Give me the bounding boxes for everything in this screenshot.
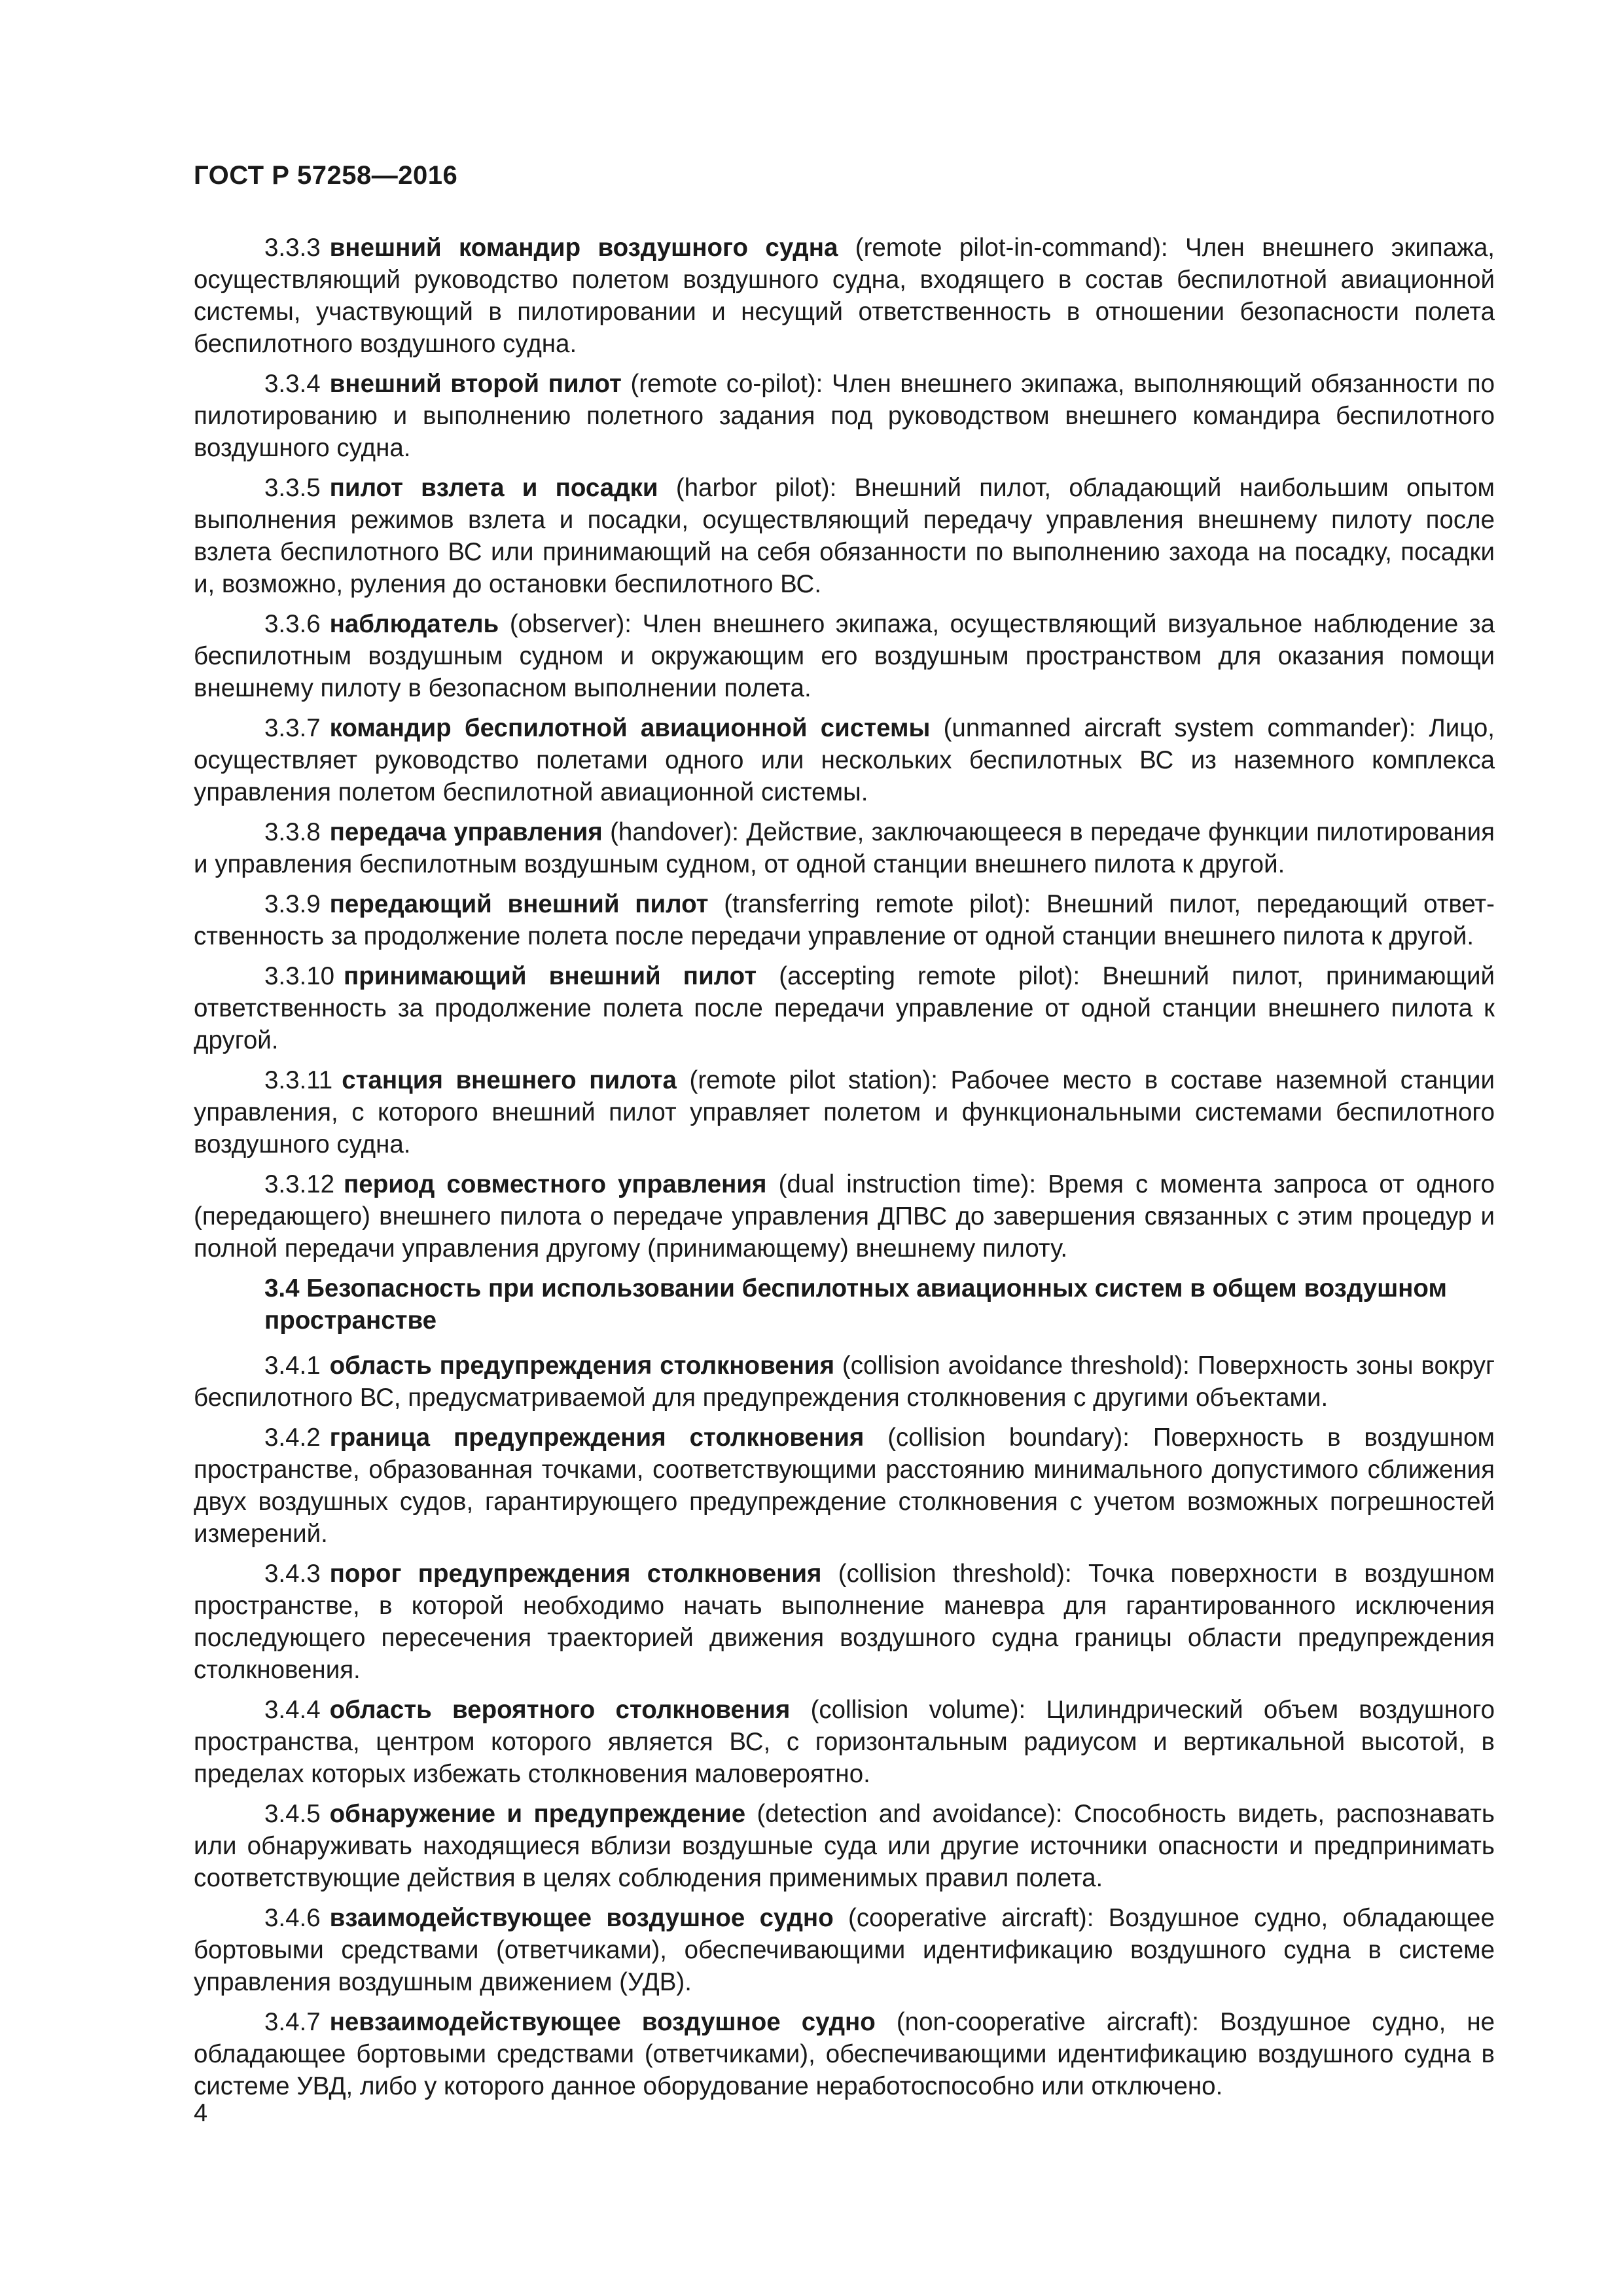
definition-text: (collision volume): Цилиндрический объем воздушного пространства, центром которого является ВС, с горизонтальным радиусом и вертикальной высотой, в пределах которых избежать столкновения маловероятно. (194, 1696, 1495, 1788)
term-title: обнаружение и предупреждение (329, 1800, 746, 1828)
definition-text: (collision boundary): Поверхность в воздушном пространстве, образованная точками, соответствующими расстоянию минимального допустимого сближения двух воздушных судов, гарантирующего предупреждение столкновения с учетом возможных погрешностей измерений. (194, 1424, 1495, 1548)
definition-paragraph (194, 888, 1495, 952)
clause-number: 3.4.1 (264, 1352, 321, 1380)
definition-text: (collision threshold): Точка поверхности в воздушном пространстве, в которой необходимо начать выполнение маневра для гарантированного исключения последующего пересечения траекторией движения воздушного судна границы области предупреждения столкновения. (194, 1560, 1495, 1684)
term-title: период совместного управления (344, 1170, 767, 1198)
definition-paragraph (194, 232, 1495, 360)
definition-paragraph (194, 1558, 1495, 1686)
clause-number: 3.3.5 (264, 474, 321, 502)
clause-number: 3.3.11 (264, 1066, 333, 1094)
clause-number: 3.4.7 (264, 2008, 321, 2036)
definition-text: (dual instruction time): Время с момента запроса от одного (передающего) внешнего пилота о передаче управления ДПВС до завершения связанных с этим процедур и полной передачи управления другому (принимающему) внешнему пилоту. (194, 1170, 1495, 1263)
section-heading: 3.4 Безопасность при использовании беспилотных авиационных систем в общем воздушном пространстве (264, 1274, 1447, 1335)
definition-paragraph (194, 1064, 1495, 1160)
definition-paragraph (194, 816, 1495, 880)
term-title: передача управления (329, 818, 603, 846)
definition-text: (observer): Член внешнего экипажа, осуществляющий визуальное наблюдение за беспилотным воздушным судном и окружающим его воздушным пространством для оказания помощи внешнему пилоту в безопасном выполнении полета. (194, 610, 1495, 702)
clause-number: 3.4.6 (264, 1904, 321, 1932)
definition-text: (detection and avoidance): Способность видеть, распознавать или обнаруживать находящиеся вблизи воздушные суда или другие источники опасности и предпринимать соответствующие действия в целях соблюдения применимых правил полета. (194, 1800, 1495, 1892)
term-title: внешний второй пилот (329, 370, 622, 398)
document-body (194, 232, 1495, 2110)
definition-text: (cooperative aircraft): Воздушное судно, обладающее бортовыми средствами (ответчиками), обеспечивающими идентификацию воздушного судна в системе управления воздушным движением (УДВ). (194, 1904, 1495, 1996)
term-title: наблюдатель (329, 610, 499, 638)
definition-paragraph (194, 608, 1495, 704)
clause-number: 3.3.4 (264, 370, 321, 398)
term-title: командир беспилотной авиационной системы (329, 714, 931, 742)
definition-paragraph (194, 1350, 1495, 1414)
definition-paragraph (194, 368, 1495, 464)
definition-paragraph (194, 1798, 1495, 1894)
definition-text: (collision avoidance threshold): Поверхность зоны вокруг беспилотного ВС, предусматриваемой для предупреждения столкновения с другими объектами. (194, 1352, 1495, 1412)
definition-paragraph (194, 712, 1495, 808)
clause-number: 3.3.9 (264, 890, 321, 918)
definition-text: (transferring remote pilot): Внешний пилот, передающий ответственность за продолжение полета после передачи управление от одной станции внешнего пилота к другой. (194, 890, 1495, 950)
definition-text: (accepting remote pilot): Внешний пилот, принимающий ответственность за продолжение полета после передачи управление от одной станции внешнего пилота к другой. (194, 962, 1495, 1054)
definition-text: (harbor pilot): Внешний пилот, обладающий наибольшим опытом выполнения режимов взлета и посадки, осуществляющий передачу управления внешнему пилоту после взлета беспилотного ВС или принимающий на себя обязанности по выполнению захода на посадку, посадки и, возможно, руления до остановки беспилотного ВС. (194, 474, 1495, 598)
term-title: порог предупреждения столкновения (329, 1560, 822, 1588)
definition-text: (remote pilot-in-command): Член внешнего экипажа, осуществляющий руководство полетом воздушного судна, входящего в состав беспилотной авиационной системы, участвующий в пилотировании и несущий ответственность в отношении безопасности полета беспилотного воздушного судна. (194, 234, 1495, 358)
clause-number: 3.3.7 (264, 714, 321, 742)
definition-paragraph (194, 1168, 1495, 1265)
definition-paragraph (194, 472, 1495, 600)
term-title: внешний командир воздушного судна (329, 234, 838, 262)
term-title: станция внешнего пилота (342, 1066, 677, 1094)
term-title: область вероятного столкновения (329, 1696, 791, 1724)
definition-paragraph (194, 1694, 1495, 1790)
definition-text: (remote pilot station): Рабочее место в составе наземной станции управления, с которого внешний пилот управляет полетом и функциональными системами беспилотного воздушного судна. (194, 1066, 1495, 1158)
definition-paragraph (194, 1422, 1495, 1550)
clause-number: 3.3.3 (264, 234, 321, 262)
definition-text: (remote co-pilot): Член внешнего экипажа, выполняющий обязанности по пилотированию и выполнению полетного задания под руководством внешнего командира беспилотного воздушного судна. (194, 370, 1495, 462)
clause-number: 3.4.3 (264, 1560, 321, 1588)
standard-header: ГОСТ Р 57258—2016 (194, 161, 458, 190)
clause-number: 3.3.12 (264, 1170, 335, 1198)
clause-number: 3.4.2 (264, 1424, 321, 1452)
term-title: граница предупреждения столкновения (329, 1424, 865, 1452)
clause-number: 3.3.8 (264, 818, 321, 846)
definition-text: (unmanned aircraft system commander): Лицо, осуществляет руководство полетами одного или нескольких беспилотных ВС из наземного комплекса управления полетом беспилотной авиационной системы. (194, 714, 1495, 806)
clause-number: 3.3.6 (264, 610, 321, 638)
definition-text: (non-cooperative aircraft): Воздушное судно, не обладающее бортовыми средствами (ответчиками), обеспечивающими идентификацию воздушного судна в системе УВД, либо у которого данное оборудование неработоспособно или отключено. (194, 2008, 1495, 2100)
term-title: взаимодействующее воздушное судно (329, 1904, 834, 1932)
term-title: область предупреждения столкновения (329, 1352, 835, 1380)
term-title: принимающий внешний пилот (344, 962, 757, 990)
definition-text: (handover): Действие, заключающееся в передаче функции пилотирования и управления беспилотным воздушным судном, от одной станции внешнего пилота к другой. (194, 818, 1495, 878)
definition-paragraph (194, 2006, 1495, 2102)
page-number: 4 (194, 2100, 208, 2127)
term-title: передающий внешний пилот (329, 890, 709, 918)
clause-number: 3.3.10 (264, 962, 335, 990)
definition-paragraph (194, 1902, 1495, 1998)
definition-paragraph (194, 960, 1495, 1056)
term-title: невзаимодействующее воздушное судно (329, 2008, 876, 2036)
clause-number: 3.4.4 (264, 1696, 321, 1724)
term-title: пилот взлета и посадки (329, 474, 658, 502)
clause-number: 3.4.5 (264, 1800, 321, 1828)
